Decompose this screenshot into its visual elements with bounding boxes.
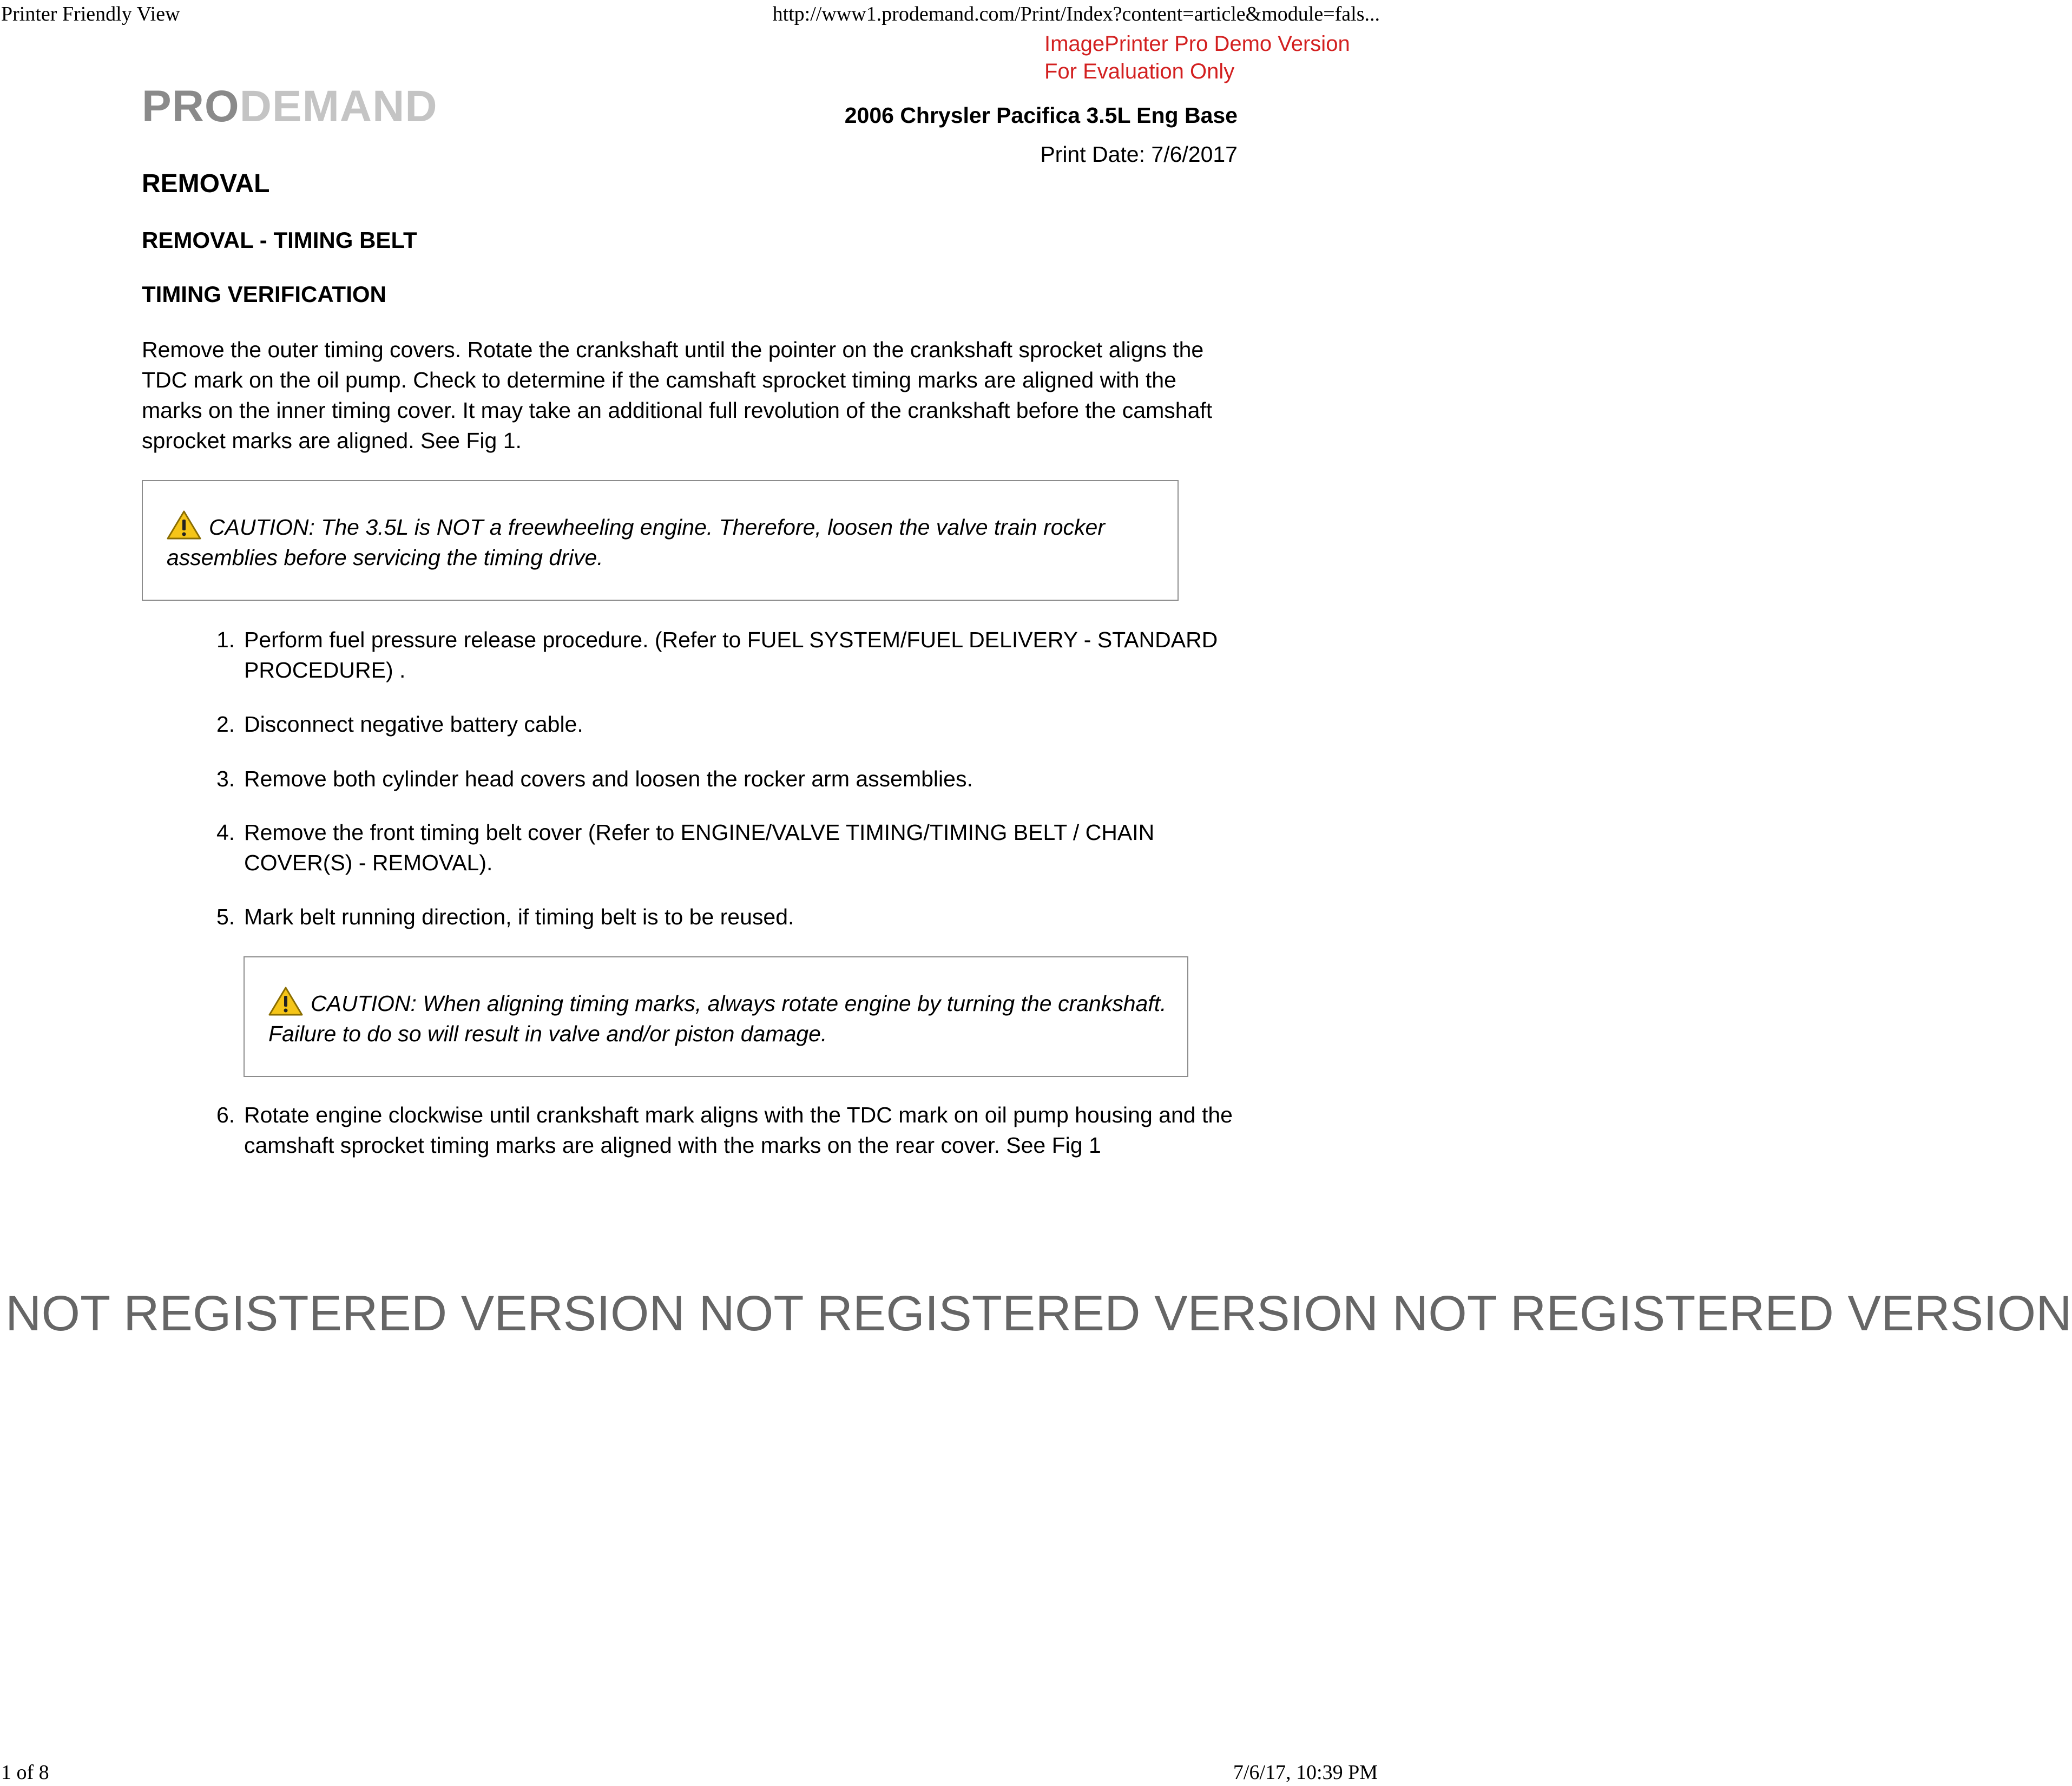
logo-pro-text: PRO (142, 82, 240, 131)
caution-box-freewheeling (142, 480, 1179, 601)
step-text: Mark belt running direction, if timing belt is to be reused. (244, 904, 794, 929)
list-item (216, 709, 1234, 739)
caution-text-freewheeling: CAUTION: The 3.5L is NOT a freewheeling engine. Therefore, loosen the valve train rocker assemblies before servicing the timing drive. (167, 515, 1105, 570)
step-number: 5. (216, 904, 235, 929)
warning-triangle-icon (268, 986, 303, 1016)
demo-notice-line1: ImagePrinter Pro Demo Version (1044, 32, 1350, 56)
caution-box-timing-marks (244, 956, 1188, 1077)
step-text: Remove the front timing belt cover (Refer to ENGINE/VALVE TIMING/TIMING BELT / CHAIN COVER(S) - REMOVAL). (244, 820, 1155, 875)
step-text: Disconnect negative battery cable. (244, 712, 583, 737)
demo-notice (1044, 30, 1350, 86)
step-text: Perform fuel pressure release procedure. (Refer to FUEL SYSTEM/FUEL DELIVERY - STANDARD PROCEDURE) . (244, 627, 1218, 682)
prodemand-logo (142, 84, 438, 129)
step-number: 4. (216, 820, 235, 845)
heading-removal-timing-belt: REMOVAL - TIMING BELT (142, 227, 417, 253)
list-item (216, 817, 1234, 878)
page-counter: 1 of 8 (1, 1761, 49, 1784)
not-registered-watermark: NOT REGISTERED VERSION NOT REGISTERED VERSION NOT REGISTERED VERSION (5, 1286, 2072, 1341)
list-item (216, 764, 1234, 794)
step-text: Remove both cylinder head covers and loosen the rocker arm assemblies. (244, 766, 973, 791)
step-number: 2. (216, 712, 235, 737)
step-number: 1. (216, 627, 235, 652)
print-timestamp: 7/6/17, 10:39 PM (1233, 1761, 1378, 1784)
list-item (216, 902, 1234, 932)
list-item (216, 625, 1234, 685)
logo-demand-text: DEMAND (239, 82, 438, 131)
browser-header-title: Printer Friendly View (1, 3, 180, 25)
step-number: 6. (216, 1102, 235, 1127)
intro-paragraph: Remove the outer timing covers. Rotate the crankshaft until the pointer on the crankshaft sprocket aligns the TDC mark on the oil pump. Check to determine if the camshaft sprocket timing marks are aligned with the marks on the inner timing cover. It may take an additional full revolution of the crankshaft before the camshaft sprocket marks are aligned. See Fig 1. (142, 337, 1213, 453)
heading-timing-verification: TIMING VERIFICATION (142, 281, 386, 307)
vehicle-title: 2006 Chrysler Pacifica 3.5L Eng Base (844, 103, 1238, 128)
warning-triangle-icon (167, 510, 201, 540)
step-text: Rotate engine clockwise until crankshaft mark aligns with the TDC mark on oil pump housing and the camshaft sprocket timing marks are aligned with the marks on the rear cover. See Fig 1 (244, 1102, 1233, 1158)
caution-text-timing-marks: CAUTION: When aligning timing marks, always rotate engine by turning the crankshaft. Failure to do so will result in valve and/or piston damage. (268, 991, 1167, 1046)
step-number: 3. (216, 766, 235, 791)
heading-removal: REMOVAL (142, 169, 270, 198)
browser-header-url: http://www1.prodemand.com/Print/Index?content=article&module=fals... (772, 3, 1380, 25)
print-date: Print Date: 7/6/2017 (1040, 142, 1238, 167)
list-item (216, 1100, 1234, 1160)
demo-notice-line2: For Evaluation Only (1044, 60, 1235, 83)
